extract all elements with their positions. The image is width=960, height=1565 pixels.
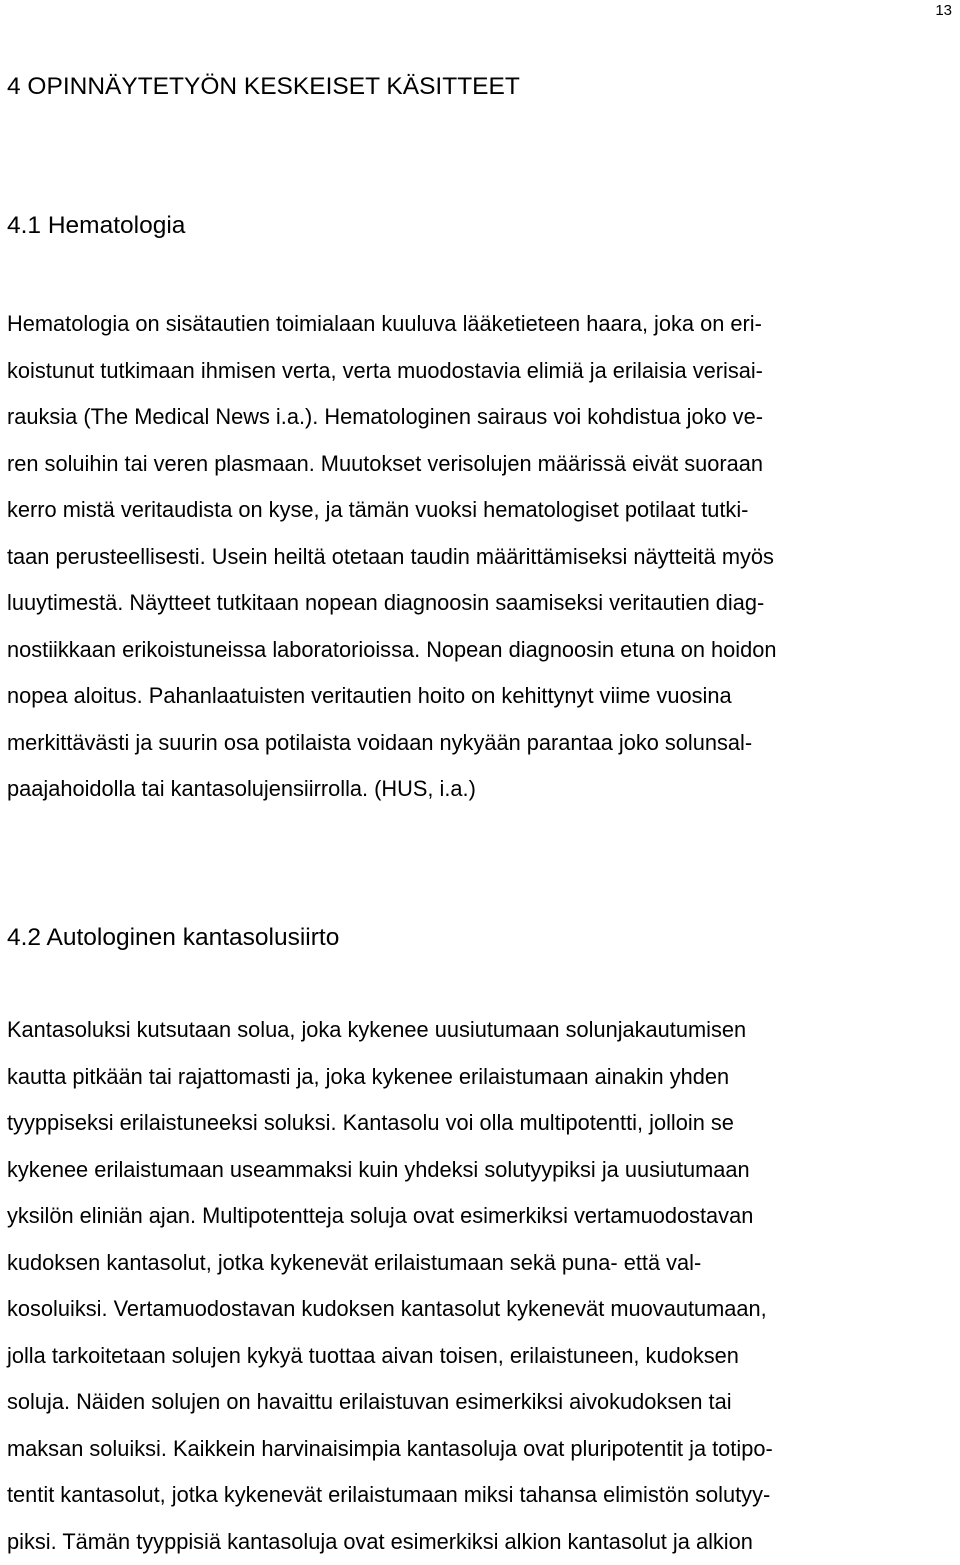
chapter-heading: 4 OPINNÄYTETYÖN KESKEISET KÄSITTEET bbox=[7, 72, 520, 102]
paragraph-line: piksi. Tämän tyyppisiä kantasoluja ovat esimerkiksi alkion kantasolut ja alkion bbox=[7, 1519, 957, 1565]
paragraph-line: soluja. Näiden solujen on havaittu erilaistuvan esimerkiksi aivokudoksen tai bbox=[7, 1379, 957, 1426]
paragraph-line: rauksia (The Medical News i.a.). Hematologinen sairaus voi kohdistua joko ve- bbox=[7, 394, 957, 441]
paragraph-line: paajahoidolla tai kantasolujensiirrolla. (HUS, i.a.) bbox=[7, 766, 957, 813]
paragraph-line: koistunut tutkimaan ihmisen verta, verta muodostavia elimiä ja erilaisia verisai- bbox=[7, 348, 957, 395]
paragraph-line: kudoksen kantasolut, jotka kykenevät erilaistumaan sekä puna- että val- bbox=[7, 1240, 957, 1287]
paragraph-line: kerro mistä veritaudista on kyse, ja tämän vuoksi hematologiset potilaat tutki- bbox=[7, 487, 957, 534]
paragraph-line: taan perusteellisesti. Usein heiltä otetaan taudin määrittämiseksi näytteitä myös bbox=[7, 534, 957, 581]
paragraph-hematologia bbox=[7, 301, 957, 813]
paragraph-line: nostiikkaan erikoistuneissa laboratorioissa. Nopean diagnoosin etuna on hoidon bbox=[7, 627, 957, 674]
paragraph-line: kosoluiksi. Vertamuodostavan kudoksen kantasolut kykenevät muovautumaan, bbox=[7, 1286, 957, 1333]
paragraph-line: luuytimestä. Näytteet tutkitaan nopean diagnoosin saamiseksi veritautien diag- bbox=[7, 580, 957, 627]
paragraph-line: Hematologia on sisätautien toimialaan kuuluva lääketieteen haara, joka on eri- bbox=[7, 301, 957, 348]
paragraph-line: merkittävästi ja suurin osa potilaista voidaan nykyään parantaa joko solunsal- bbox=[7, 720, 957, 767]
page-number: 13 bbox=[935, 2, 952, 19]
section-heading-hematologia: 4.1 Hematologia bbox=[7, 211, 185, 241]
paragraph-line: maksan soluiksi. Kaikkein harvinaisimpia kantasoluja ovat pluripotentit ja totipo- bbox=[7, 1426, 957, 1473]
paragraph-kantasolut bbox=[7, 1007, 957, 1565]
paragraph-line: jolla tarkoitetaan solujen kykyä tuottaa aivan toisen, erilaistuneen, kudoksen bbox=[7, 1333, 957, 1380]
paragraph-line: yksilön eliniän ajan. Multipotentteja soluja ovat esimerkiksi vertamuodostavan bbox=[7, 1193, 957, 1240]
paragraph-line: kautta pitkään tai rajattomasti ja, joka kykenee erilaistumaan ainakin yhden bbox=[7, 1054, 957, 1101]
paragraph-line: tentit kantasolut, jotka kykenevät erilaistumaan miksi tahansa elimistön solutyy- bbox=[7, 1472, 957, 1519]
paragraph-line: Kantasoluksi kutsutaan solua, joka kykenee uusiutumaan solunjakautumisen bbox=[7, 1007, 957, 1054]
paragraph-line: nopea aloitus. Pahanlaatuisten veritautien hoito on kehittynyt viime vuosina bbox=[7, 673, 957, 720]
paragraph-line: ren soluihin tai veren plasmaan. Muutokset verisolujen määrissä eivät suoraan bbox=[7, 441, 957, 488]
paragraph-line: kykenee erilaistumaan useammaksi kuin yhdeksi solutyypiksi ja uusiutumaan bbox=[7, 1147, 957, 1194]
paragraph-line: tyyppiseksi erilaistuneeksi soluksi. Kantasolu voi olla multipotentti, jolloin se bbox=[7, 1100, 957, 1147]
section-heading-autologinen-kantasolusiirto: 4.2 Autologinen kantasolusiirto bbox=[7, 923, 339, 953]
